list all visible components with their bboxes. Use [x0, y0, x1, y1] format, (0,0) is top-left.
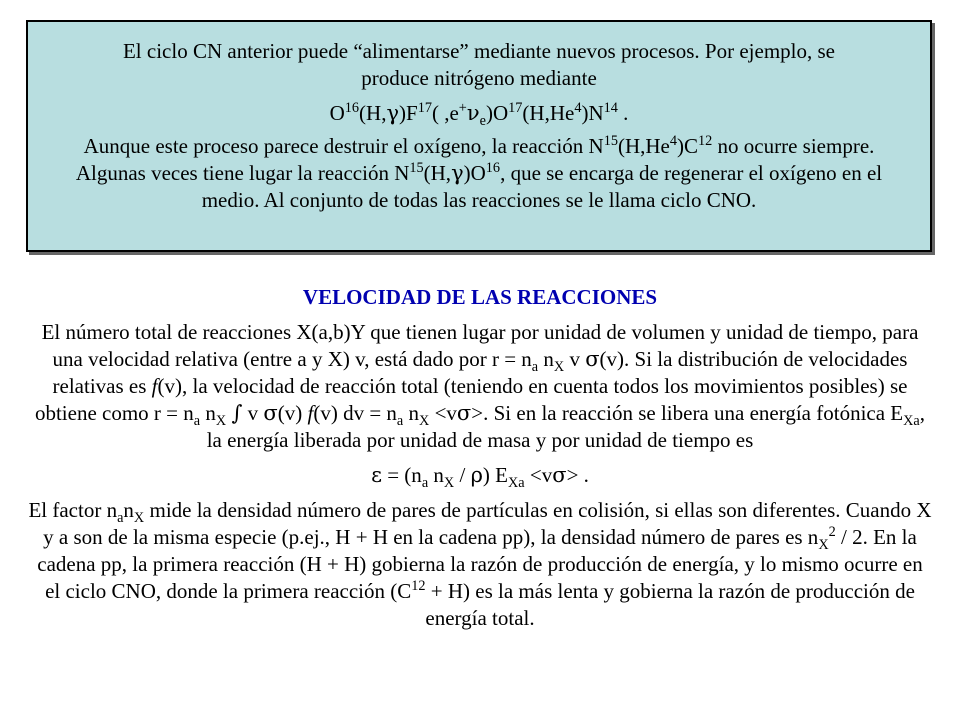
section-heading: VELOCIDAD DE LAS REACCIONES — [302, 285, 658, 309]
reaction-rate-section — [28, 284, 932, 632]
energy-rate-formula: $\varepsilon = (n_a$ $n_X / \rho$) $E_{Xa} <v\sigma>$ . — [371, 463, 589, 492]
nuclear-reaction-equation: $O^{16}(H,\gamma)F^{17}$( $,e^+\nu_e)O^{17}(H,He^4)N^{14}$ . — [329, 100, 629, 130]
pair-density-paragraph: El factor $n_an_X$ mide la densidad número de pares de partículas en colisión, si ellas son diferentes. Cuando X y a son de la misma especie (p.ej., H + H en la cadena pp), la densidad número de pares es $n_X^2 / 2$. En la cadena pp, la primera reacción (H + H) gobierna la razón de producción de energía, y lo mismo ocurre en el ciclo CNO, donde la primera reacción $(C^{12} + H)$ es la más lenta y gobierna la razón de producción de energía total. — [28, 498, 932, 630]
intro-paragraph — [50, 38, 908, 92]
cno-cycle-box — [26, 20, 932, 252]
reaction-rate-paragraph: El número total de reacciones X(a,b)Y que tienen lugar por unidad de volumen y unidad de tiempo, para una velocidad relativa (entre a y X) v, está dado por $r = n_a$ $n_X$ v σ(v). Si la distribución de velocidades relativas es f(v), la velocidad de reacción total (teniendo en cuenta todos los movimientos posibles) se obtiene como $r = n_a$ $n_X$ ∫ v σ(v) f(v) dv = $n_a$ $n_X <v\sigma>$. Si en la reacción se libera una energía fotónica $E_{Xa}$, la energía liberada por unidad de masa y por unidad de tiempo es — [34, 320, 926, 452]
oxygen-regeneration-paragraph: Aunque este proceso parece destruir el oxígeno, la reacción $N^{15}(H,He^4)C^{12}$ no ocurre siempre. Algunas veces tiene lugar la reacción $N^{15}(H,\gamma)O^{16}$, que se encarga de regenerar el oxígeno en el medio. Al conjunto de todas las reacciones se le llama ciclo CNO. — [75, 133, 883, 212]
intro-line-2: produce nitrógeno mediante — [361, 66, 597, 90]
intro-line-1: El ciclo CN anterior puede “alimentarse” mediante nuevos procesos. Por ejemplo, se — [122, 39, 835, 63]
